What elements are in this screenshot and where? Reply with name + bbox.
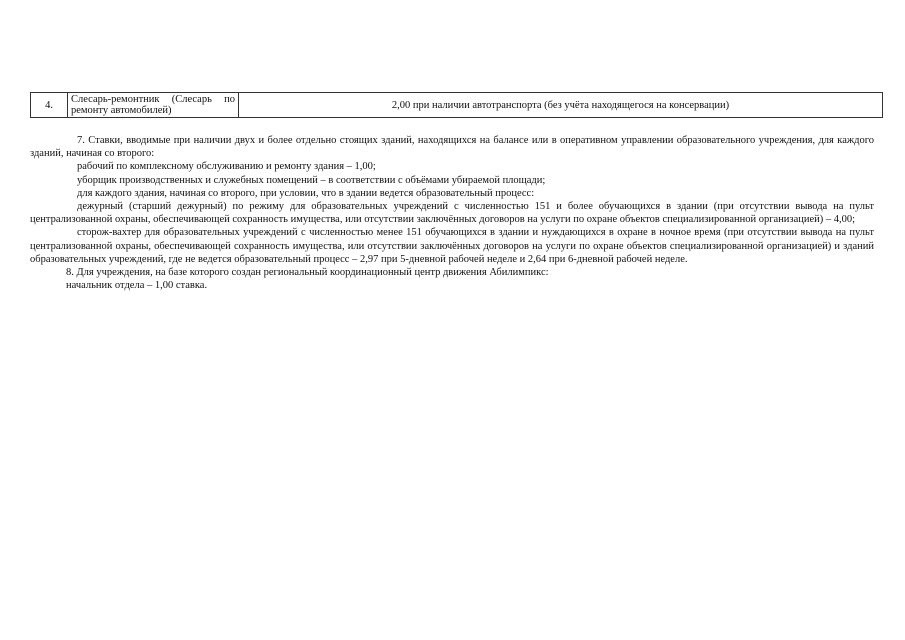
paragraph-7: 7. Ставки, вводимые при наличии двух и более отдельно стоящих зданий, находящихся на балансе или в оперативном управлении образовательного учреждения, для каждого зданий, начиная со второго: (30, 135, 874, 160)
row-number: 4. (31, 93, 68, 118)
paragraph-8: 8. Для учреждения, на базе которого создан региональный координационный центр движения Абилимпикс: (66, 267, 549, 279)
paragraph-each-building: для каждого здания, начиная со второго, при условии, что в здании ведется образовательный процесс: (77, 187, 535, 199)
paragraph-department-head: начальник отдела – 1,00 ставка. (66, 280, 208, 292)
rate-value: 2,00 при наличии автотранспорта (без учёта находящегося на консервации) (239, 93, 883, 118)
paragraph-watchman: сторож-вахтер для образовательных учреждений с численностью менее 151 обучающихся в здании и нуждающихся в охране в ночное время (при отсутствии вывода на пульт централизованной охраны, обеспечивающей сохранность имущества, или отсутствии заключённых договоров на услуги по охране объектов специализированной организацией) и зданий образовательных учреждений, где не ведется образовательный процесс – 2,97 при 5-дневной рабочей неделе и 2,64 при 6-дневной рабочей неделе. (30, 227, 874, 265)
paragraph-duty-officer: дежурный (старший дежурный) по режиму для образовательных учреждений с численностью 151 и более обучающихся в здании (при отсутствии вывода на пульт централизованной охраны, обеспечивающей сохранность имущества, или отсутствии заключённых договоров на услуги по охране объектов специализированной организацией) – 4,00; (30, 201, 874, 226)
position-name: Слесарь-ремонтник (Слесарь по ремонту автомобилей) (68, 93, 239, 118)
document-body (30, 134, 874, 292)
staff-rates-table (30, 92, 883, 118)
paragraph-cleaner: уборщик производственных и служебных помещений – в соответствии с объёмами убираемой площади; (77, 174, 546, 186)
table-row (31, 93, 883, 118)
paragraph-worker: рабочий по комплексному обслуживанию и ремонту здания – 1,00; (77, 161, 376, 173)
